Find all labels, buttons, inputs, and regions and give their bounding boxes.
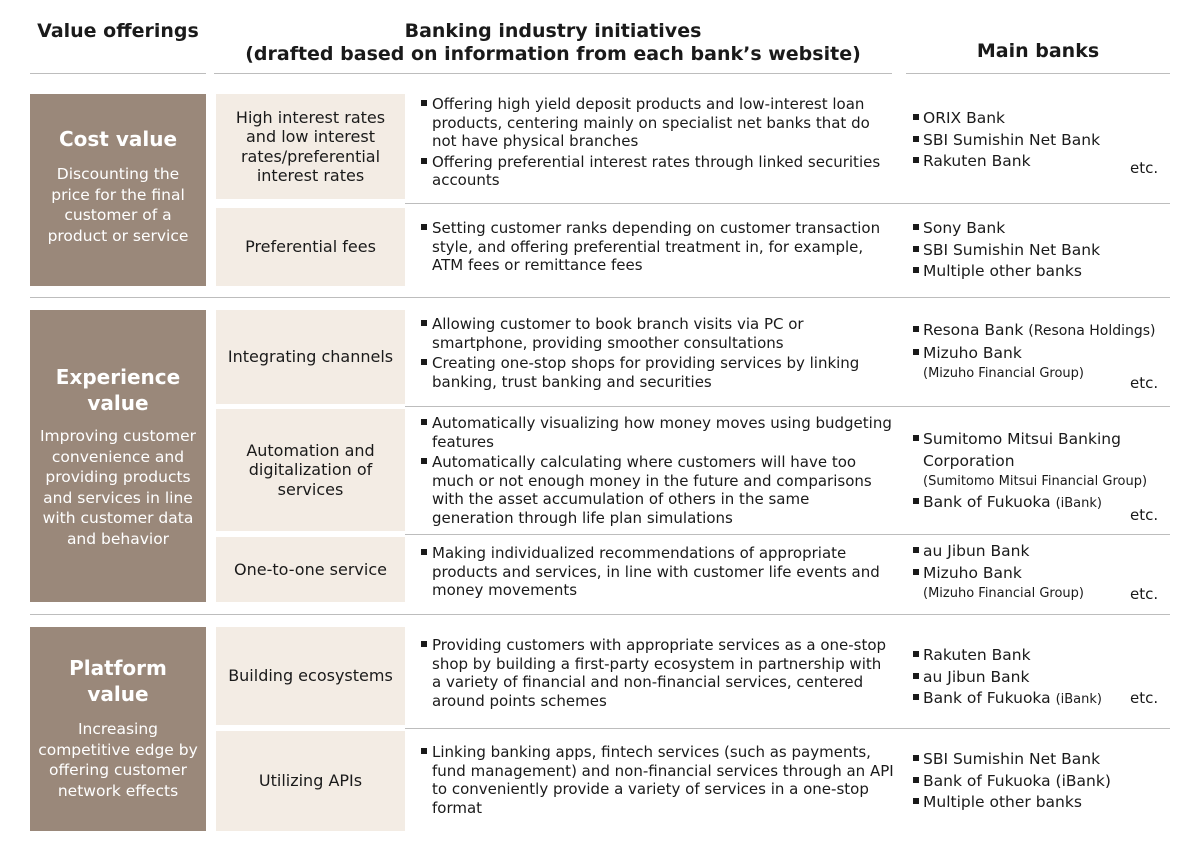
initiative-box: [216, 627, 405, 725]
bank-list: [913, 218, 1153, 283]
cost-value-box: [30, 94, 206, 286]
row-divider: [405, 203, 1170, 204]
description-bullet: Automatically visualizing how money moves using budgeting features: [420, 414, 895, 451]
bank-name: Bank of Fukuoka: [923, 689, 1051, 707]
initiative-label: Building ecosystems: [228, 666, 393, 686]
description-bullet: Setting customer ranks depending on customer transaction style, and offering preferential treatment in, for example, ATM fees or remittance fees: [420, 219, 895, 275]
section-divider: [30, 614, 1170, 615]
initiative-box: [216, 94, 405, 199]
row-divider: [405, 728, 1170, 729]
experience-value-title: Experience value: [55, 365, 181, 415]
description-bullet: Providing customers with appropriate services as a one-stop shop by building a first-party ecosystem in partnership with a variety of financial and non-financial services, centered around points schemes: [420, 636, 895, 710]
description-bullet: Linking banking apps, fintech services (such as payments, fund management) and non-financial services through an API to conveniently provide a variety of services in a one-stop format: [420, 743, 895, 817]
bank-item: [913, 688, 1133, 711]
initiative-label: Preferential fees: [245, 237, 376, 257]
initiative-box: [216, 409, 405, 531]
initiatives-header: [214, 20, 892, 66]
initiative-label: Utilizing APIs: [258, 771, 363, 791]
bank-list: [913, 645, 1133, 711]
etc-label: etc.: [1130, 689, 1159, 707]
description-bullet: Making individualized recommendations of appropriate products and services, in line with customer life events and money movements: [420, 544, 895, 600]
etc-label: etc.: [1130, 585, 1159, 603]
initiative-label: One-to-one service: [234, 559, 387, 579]
bank-name: Bank of Fukuoka: [923, 493, 1051, 511]
header-divider: [214, 73, 892, 74]
initiatives-header-line1: Banking industry initiatives: [404, 20, 702, 42]
platform-value-box: [30, 627, 206, 831]
value-offerings-header: Value offerings: [37, 20, 199, 42]
bank-item: Multiple other banks: [913, 261, 1153, 283]
section-divider: [30, 297, 1170, 298]
bank-item: au Jibun Bank: [913, 541, 1123, 563]
description-bullet: Offering high yield deposit products and low-interest loan products, centering mainly on specialist net banks that do not have physical branches: [420, 95, 895, 151]
initiative-box: [216, 208, 405, 286]
bank-group-note: (Resona Holdings): [1028, 323, 1156, 339]
etc-label: etc.: [1130, 506, 1159, 524]
initiative-label: High interest rates and low interest rates/preferential interest rates: [235, 107, 386, 185]
description-bullet: Automatically calculating where customers will have too much or not enough money in the future and comparisons with the asset accumulation of others in the same generation through life plan simulations: [420, 453, 895, 527]
initiative-description: [420, 544, 895, 602]
bank-group-note: (Mizuho Financial Group): [923, 366, 1084, 381]
bank-list: [913, 541, 1123, 604]
etc-label: etc.: [1130, 374, 1159, 392]
bank-item: Mizuho Bank: [913, 563, 1123, 585]
platform-value-desc: Increasing competitive edge by offering customer network effects: [38, 720, 198, 800]
initiative-label: Automation and digitalization of services: [246, 440, 375, 499]
initiative-box: [216, 731, 405, 831]
initiative-box: [216, 310, 405, 404]
initiatives-header-line2: (drafted based on information from each bank’s website): [245, 43, 861, 65]
cost-value-desc: Discounting the price for the final customer of a product or service: [47, 165, 189, 245]
bank-item: Rakuten Bank: [913, 645, 1133, 667]
initiative-label: Integrating channels: [227, 347, 394, 367]
bank-item: Sony Bank: [913, 218, 1153, 240]
bank-group-note: (iBank): [1055, 692, 1102, 707]
bank-group-note: (Sumitomo Mitsui Financial Group): [923, 474, 1148, 489]
bank-item: au Jibun Bank: [913, 667, 1133, 689]
header-divider: [30, 73, 206, 74]
etc-label: etc.: [1130, 159, 1159, 177]
bank-list: [913, 429, 1173, 515]
bank-item: SBI Sumishin Net Bank: [913, 240, 1153, 262]
bank-item: ORIX Bank: [913, 108, 1113, 130]
bank-item: Sumitomo Mitsui Banking Corporation: [913, 429, 1173, 472]
bank-item: SBI Sumishin Net Bank: [913, 130, 1113, 152]
initiative-description: [420, 315, 895, 393]
bank-list: [913, 749, 1153, 814]
initiative-description: [420, 95, 895, 192]
description-bullet: Allowing customer to book branch visits via PC or smartphone, providing smoother consultations: [420, 315, 895, 352]
initiative-description: [420, 414, 895, 529]
experience-value-box: [30, 310, 206, 602]
row-divider: [405, 406, 1170, 407]
initiative-description: [420, 743, 895, 819]
bank-item: Rakuten Bank: [913, 151, 1113, 173]
initiative-description: [420, 636, 895, 712]
bank-item: Mizuho Bank: [913, 343, 1168, 365]
bank-group-note: (Mizuho Financial Group): [923, 586, 1084, 601]
initiative-description: [420, 219, 895, 277]
experience-value-desc: Improving customer convenience and providing products and services in line with customer data and behavior: [39, 427, 197, 548]
bank-name: Resona Bank: [923, 321, 1024, 339]
bank-item: SBI Sumishin Net Bank: [913, 749, 1153, 771]
bank-group-note: (iBank): [1055, 496, 1102, 511]
platform-value-title: Platform value: [69, 656, 167, 706]
description-bullet: Creating one-stop shops for providing services by linking banking, trust banking and securities: [420, 354, 895, 391]
bank-list: [913, 108, 1113, 173]
row-divider: [405, 534, 1170, 535]
description-bullet: Offering preferential interest rates through linked securities accounts: [420, 153, 895, 190]
main-banks-header: Main banks: [976, 40, 1100, 62]
bank-item: Bank of Fukuoka (iBank): [913, 771, 1153, 793]
bank-item: [913, 320, 1168, 343]
cost-value-title: Cost value: [58, 127, 178, 151]
initiative-box: [216, 537, 405, 602]
header-divider: [906, 73, 1170, 74]
bank-item: Multiple other banks: [913, 792, 1153, 814]
